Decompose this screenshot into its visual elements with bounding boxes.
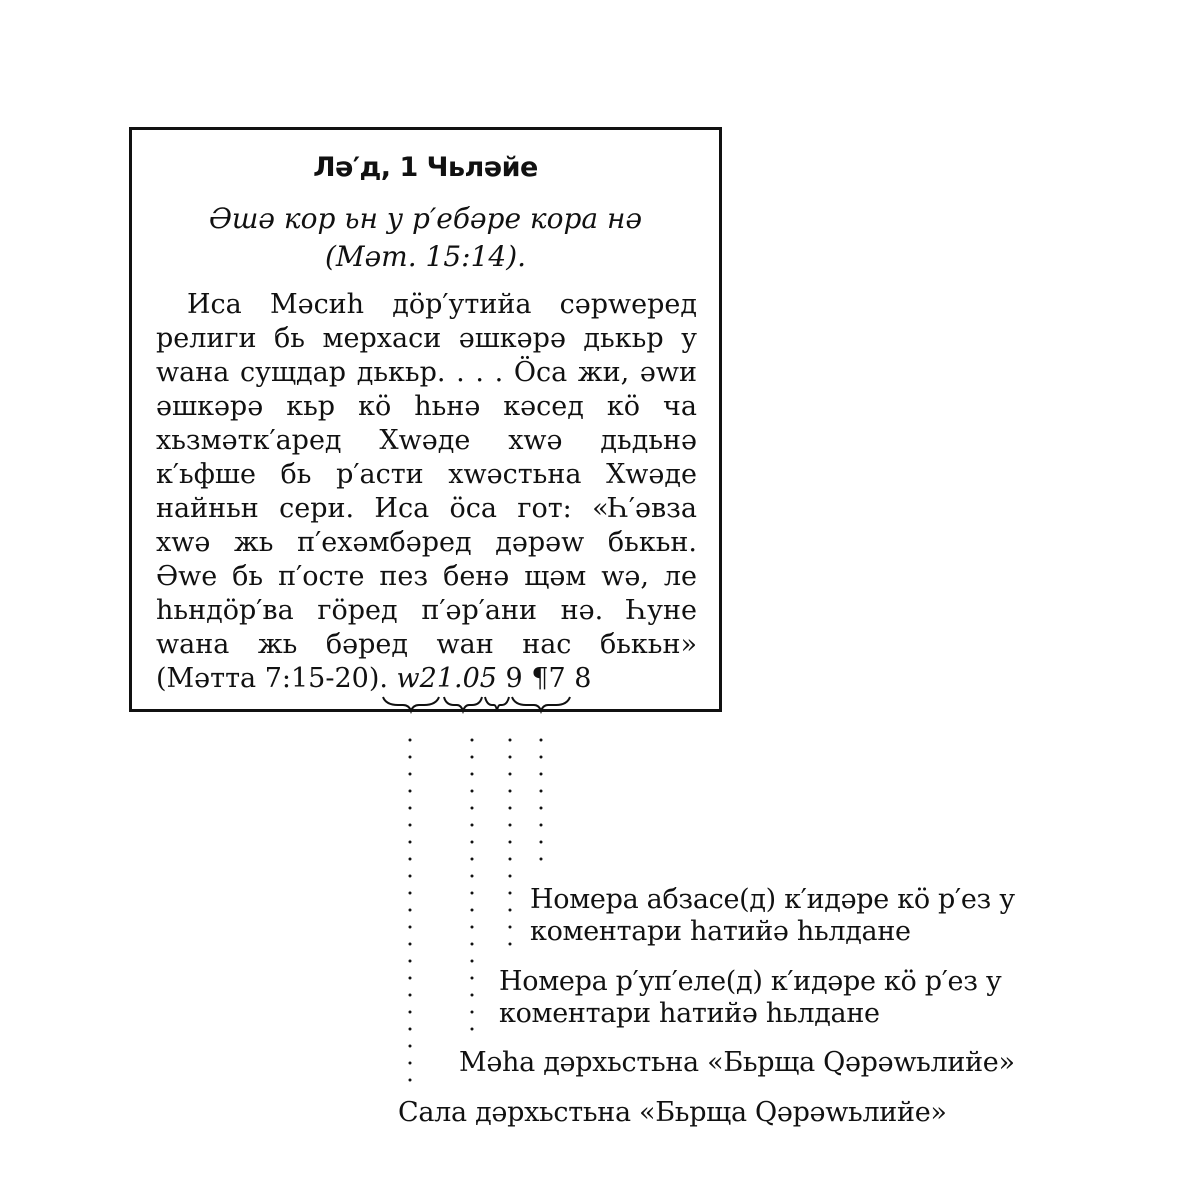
reference-page: 9 bbox=[505, 663, 523, 694]
label-month: Мәһа дәрхьстьна «Бьрща Ԛәрәwьлийе» bbox=[459, 1047, 1015, 1078]
comment-body: Иса Мәсиһ дӧр′утийа сәрwеред религи бь мерхаси әшкәрә дькьр у wана сущдар дькьр. . . . Ӧса жи, әwи әшкәрә кьр кӧ һьнә кәсед кӧ ча хьзмәтк′аред Хwәде хwә дьдьнә к′ьфше бь р′асти хwәстьна Хwәде найньн сери. Иса ӧса гот: «Һ′әвза хwә жь п′ехәмбәред дәрәw бькьн. Әwе бь п′осте пез бенә щәм wә, ле һьндӧр′ва гӧред п′әр′ани нә. Һуне wана жь бәред wан нас бькьн» (Мәтта 7:15-20). bbox=[156, 289, 697, 694]
label-page-line-2: коментари һатийә һьлдане bbox=[499, 998, 880, 1029]
label-page-line-1: Номера р′уп′еле(д) к′идәре кӧ р′ез у bbox=[499, 966, 1002, 997]
scripture-line-1: Әшә кор ьн у р′ебәре кора нә bbox=[208, 202, 643, 235]
label-paragraph-line-2: коментари һатийә һьлдане bbox=[530, 916, 911, 947]
label-paragraph-line-1: Номера абзасе(д) к′идәре кӧ р′ез у bbox=[530, 884, 1015, 915]
label-paragraph bbox=[530, 884, 1015, 948]
reference-issue: w21.05 bbox=[396, 663, 497, 694]
scripture-citation: (Мәт. 15:14). bbox=[324, 240, 527, 273]
reference-paragraph: ¶7 8 bbox=[531, 663, 592, 694]
date-heading: Лә′д, 1 Чьләйе bbox=[313, 152, 538, 183]
label-page bbox=[499, 966, 1002, 1030]
label-year: Сала дәрхьстьна «Бьрща Ԛәрәwьлийе» bbox=[398, 1097, 947, 1128]
